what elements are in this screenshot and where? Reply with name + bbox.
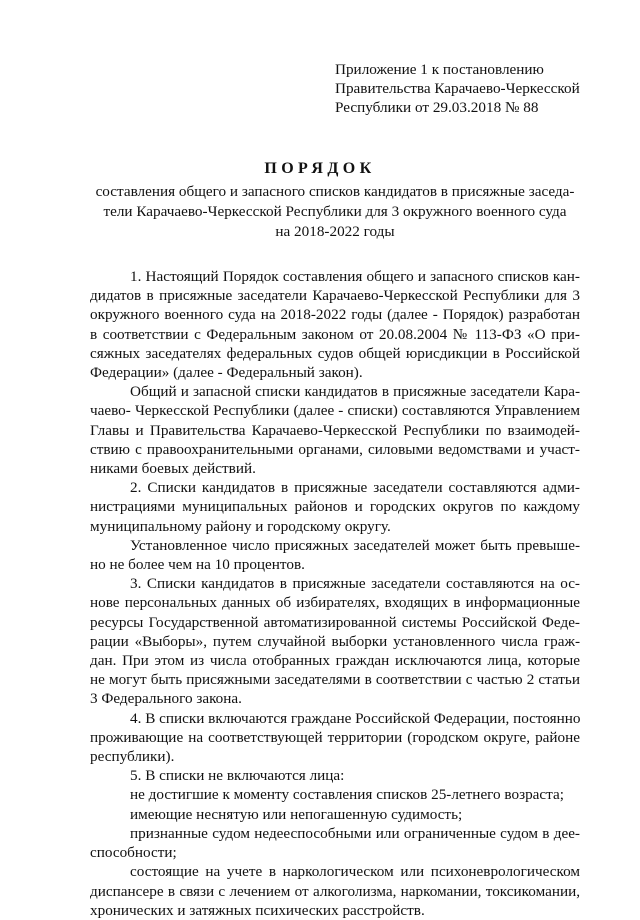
appendix-line: Приложение 1 к постановлению (335, 61, 544, 78)
paragraph-line: нове персональных данных об избирателях, входящих в информационные (90, 594, 580, 612)
paragraph (90, 805, 580, 824)
appendix-line: Правительства Карачаево-Черкесской (335, 80, 580, 97)
paragraph-line: ресурсы Государственной автоматизированной системы Российской Феде- (90, 613, 580, 631)
appendix-header (335, 60, 580, 117)
paragraph-line: никами боевых действий. (90, 460, 256, 478)
subtitle-line: составления общего и запасного списков кандидатов в присяжные заседа- (95, 183, 575, 200)
paragraph-line: хронических и затяжных психических расстройств. (90, 901, 425, 919)
paragraph-line: муниципальному району и городскому округу. (90, 517, 391, 535)
paragraph-line: окружного военного суда на 2018-2022 годы (далее - Порядок) разработан (90, 306, 580, 324)
paragraph-line: признанные судом недееспособными или ограниченные судом в дее- (130, 824, 580, 842)
document-body (90, 267, 580, 920)
paragraph (90, 267, 580, 382)
paragraph-line: Установленное число присяжных заседателей может быть превыше- (130, 536, 580, 554)
paragraph-line: республики). (90, 748, 175, 766)
paragraph (90, 766, 580, 785)
paragraph (90, 709, 580, 767)
paragraph-line: 3 Федерального закона. (90, 690, 242, 708)
paragraph-line: 5. В списки не включаются лица: (130, 767, 345, 785)
paragraph-line: дидатов в присяжные заседатели Карачаево-Черкесской Республики для 3 (90, 287, 580, 305)
paragraph-line: чаево- Черкесской Республики (далее - списки) составляются Управлением (90, 402, 580, 420)
paragraph-line: но не более чем на 10 процентов. (90, 556, 305, 574)
paragraph (90, 536, 580, 574)
paragraph-line: 1. Настоящий Порядок составления общего и запасного списков кан- (130, 268, 580, 285)
paragraph-line: дан. При этом из числа отобранных граждан исключаются лица, которые (90, 652, 580, 670)
subtitle-line: на 2018-2022 годы (275, 223, 395, 240)
paragraph (90, 574, 580, 708)
paragraph-line: нистрациями муниципальных районов и городских округов по каждому (90, 498, 580, 516)
paragraph-line: не могут быть присяжными заседателями в соответствии с частью 2 статьи (90, 671, 580, 689)
paragraph-line: в соответствии с Федеральным законом от 20.08.2004 № 113-ФЗ «О при- (90, 325, 580, 343)
paragraph-line: проживающие на соответствующей территории (городском округе, районе (90, 728, 580, 746)
paragraph (90, 382, 580, 478)
paragraph-line: сяжных заседателях федеральных судов общей юрисдикции в Российской (90, 344, 580, 362)
paragraph (90, 478, 580, 536)
paragraph-line: состоящие на учете в наркологическом или психоневрологическом (130, 863, 580, 881)
paragraph (90, 862, 580, 920)
paragraph-line: диспансере в связи с лечением от алкоголизма, наркомании, токсикомании, (90, 882, 580, 900)
paragraph-line: Главы и Правительства Карачаево-Черкесской Республики по взаимодей- (90, 421, 580, 439)
paragraph (90, 785, 580, 804)
paragraph-line: ствию с правоохранительными органами, силовыми ведомствами и участ- (90, 440, 580, 458)
paragraph-line: способности; (90, 844, 177, 862)
document-subtitle (90, 182, 580, 242)
paragraph-line: не достигшие к моменту составления списков 25-летнего возраста; (130, 786, 564, 804)
paragraph-line: имеющие неснятую или непогашенную судимость; (130, 805, 463, 823)
paragraph-line: 2. Списки кандидатов в присяжные заседатели составляются адми- (130, 479, 580, 497)
paragraph-line: 4. В списки включаются граждане Российской Федерации, постоянно (130, 709, 581, 727)
document-title: ПОРЯДОК (264, 160, 376, 177)
subtitle-line: тели Карачаево-Черкесской Республики для 3 окружного военного суда (103, 203, 567, 220)
paragraph (90, 824, 580, 862)
paragraph-line: 3. Списки кандидатов в присяжные заседатели составляются на ос- (130, 575, 580, 593)
paragraph-line: рации «Выборы», путем случайной выборки установленного числа граж- (90, 632, 580, 650)
paragraph-line: Общий и запасной списки кандидатов в присяжные заседатели Кара- (130, 383, 580, 401)
appendix-line: Республики от 29.03.2018 № 88 (335, 99, 539, 116)
paragraph-line: Федерации» (далее - Федеральный закон). (90, 364, 363, 382)
